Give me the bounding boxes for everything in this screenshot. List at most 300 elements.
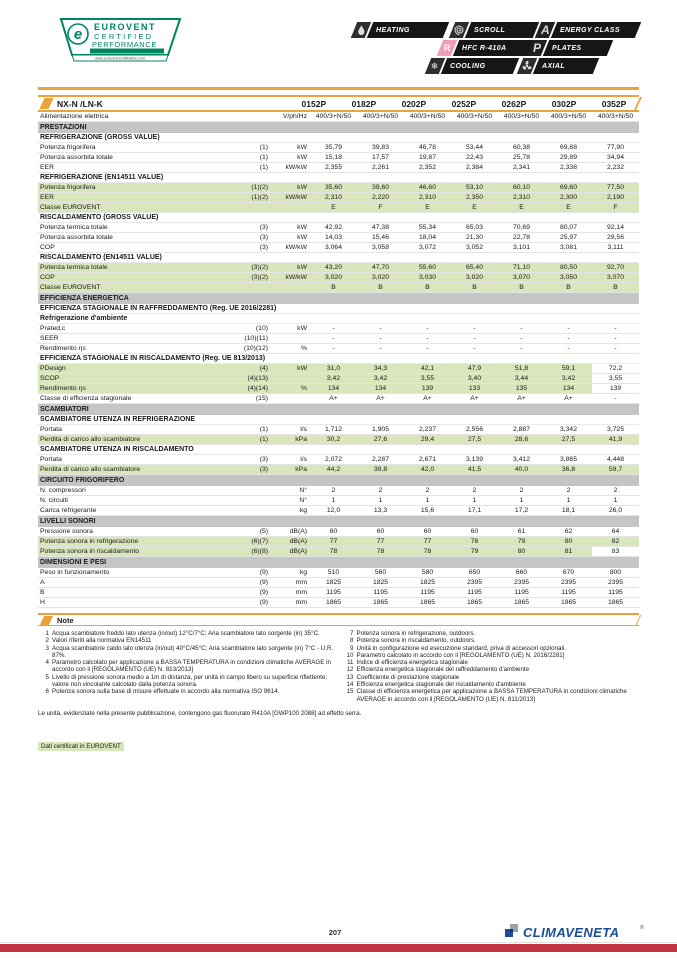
- note-item: [343, 652, 640, 659]
- row-label: Potenza assorbita totale: [40, 154, 113, 161]
- value-cell: 1195: [608, 589, 623, 596]
- row-unit: dB(A): [289, 528, 307, 535]
- value-cell: B: [425, 284, 430, 291]
- note-number: 9: [350, 644, 354, 652]
- badge-energy-class-label: ENERGY CLASS: [560, 26, 620, 34]
- value-cell: 78: [470, 538, 479, 545]
- value-cell: 1: [566, 497, 571, 504]
- value-cell: 15,46: [371, 234, 389, 241]
- value-cell: 78: [329, 548, 338, 555]
- value-cell: 2: [566, 487, 571, 494]
- row-note-ref: (4)(14): [247, 385, 268, 392]
- value-cell: 560: [374, 569, 387, 576]
- value-cell: 12,0: [326, 507, 341, 514]
- note-number: 3: [45, 644, 49, 652]
- note-text: Potenza sonora in riscaldamento, outdoors.: [356, 637, 476, 645]
- snowflake-icon: ❄: [425, 58, 447, 74]
- row-note-ref: (9): [259, 589, 268, 596]
- value-cell: 3,020: [371, 274, 389, 281]
- value-cell: 3,44: [514, 375, 529, 382]
- value-cell: 36,8: [561, 466, 576, 473]
- value-cell: A+: [329, 395, 338, 402]
- value-cell: -: [520, 335, 523, 342]
- value-cell: 13,3: [373, 507, 388, 514]
- row-label: H: [40, 599, 45, 606]
- value-cell: 1195: [467, 589, 482, 596]
- footer-red-stripe: [0, 944, 677, 952]
- note-item: [38, 645, 335, 660]
- value-cell: 134: [562, 385, 575, 392]
- table-row: [38, 547, 639, 557]
- section-band: EFFICIENZA ENERGETICA: [38, 293, 639, 304]
- value-cell: E: [519, 204, 524, 211]
- value-cell: 29,4: [420, 436, 435, 443]
- value-cell: 55,34: [418, 224, 436, 231]
- table-row: [38, 537, 639, 547]
- note-number: 12: [346, 666, 354, 674]
- model-columns: [289, 99, 639, 109]
- value-cell: 53,44: [465, 144, 483, 151]
- badge-axial: [521, 58, 599, 74]
- value-cell: 2: [378, 487, 383, 494]
- climaveneta-wordmark: CLIMAVENETA: [523, 925, 620, 940]
- note-number: 6: [45, 688, 49, 696]
- row-label: PDesign: [40, 365, 66, 372]
- row-label: N. circuiti: [40, 497, 68, 504]
- subsection-row: REFRIGERAZIONE (EN14511 VALUE): [38, 173, 639, 183]
- model-column-header: 0352P: [601, 98, 627, 109]
- value-cell: 41,9: [608, 436, 623, 443]
- row-label: SCOP: [40, 375, 60, 382]
- value-cell: A+: [423, 395, 432, 402]
- letter-a-icon: A: [535, 22, 557, 38]
- value-cell: B: [472, 284, 477, 291]
- value-cell: 15,6: [420, 507, 435, 514]
- row-note-ref: (1): [259, 144, 268, 151]
- value-cell: 2,220: [371, 194, 389, 201]
- value-cell: B: [613, 284, 618, 291]
- value-cell: 78: [376, 548, 385, 555]
- value-cell: 3,42: [561, 375, 576, 382]
- value-cell: 3,072: [418, 244, 436, 251]
- value-cell: 80: [517, 548, 526, 555]
- row-unit: mm: [295, 579, 307, 586]
- value-cell: 1865: [607, 599, 624, 606]
- model-column-header: 0202P: [401, 98, 427, 109]
- row-note-ref: (1)(2): [251, 184, 268, 191]
- value-cell: 400/3+N/50: [315, 113, 352, 120]
- value-cell: -: [379, 325, 382, 332]
- table-row: [38, 527, 639, 537]
- note-item: [38, 630, 335, 637]
- row-note-ref: (1): [259, 426, 268, 433]
- row-unit: dB(A): [289, 538, 307, 545]
- value-cell: 3,55: [592, 374, 639, 383]
- value-cell: -: [473, 345, 476, 352]
- row-label: B: [40, 589, 45, 596]
- value-cell: 2,350: [465, 194, 483, 201]
- row-unit: l/s: [300, 426, 307, 433]
- value-cell: 60: [329, 528, 338, 535]
- row-unit: kW: [297, 325, 307, 332]
- row-note-ref: (15): [255, 395, 268, 402]
- note-number: 2: [45, 637, 49, 645]
- value-cell: 55,60: [418, 264, 436, 271]
- table-row: [38, 324, 639, 334]
- value-cell: 3,070: [512, 274, 530, 281]
- row-unit: kW: [297, 234, 307, 241]
- note-number: 8: [350, 637, 354, 645]
- value-cell: B: [566, 284, 571, 291]
- value-cell: 2,556: [465, 426, 483, 433]
- table-row: [38, 193, 639, 203]
- row-note-ref: (3)(2): [251, 274, 268, 281]
- header-slash-icon: [39, 98, 53, 109]
- value-cell: 82: [611, 538, 620, 545]
- value-cell: 1865: [560, 599, 577, 606]
- value-cell: 1825: [372, 579, 389, 586]
- subsection-row: SCAMBIATORE UTENZA IN REFRIGERAZIONE: [38, 415, 639, 425]
- value-cell: 59,7: [608, 466, 623, 473]
- value-cell: -: [332, 335, 335, 342]
- value-cell: 1825: [325, 579, 342, 586]
- value-cell: 3,342: [559, 426, 577, 433]
- value-cell: -: [520, 325, 523, 332]
- row-unit: kW: [297, 365, 307, 372]
- value-cell: 79: [517, 538, 526, 545]
- note-text: Potenza sonora in refrigerazione, outdoors.: [356, 630, 476, 637]
- note-text: Coefficiente di prestazione stagionale: [356, 673, 460, 681]
- value-cell: -: [614, 325, 617, 332]
- notes-title: Note: [57, 615, 74, 625]
- value-cell: 1195: [561, 589, 576, 596]
- value-cell: 3,101: [512, 244, 530, 251]
- row-note-ref: (6)(8): [251, 548, 268, 555]
- row-label: COP: [40, 274, 55, 281]
- value-cell: A+: [517, 395, 526, 402]
- value-cell: 400/3+N/50: [503, 113, 540, 120]
- value-cell: 17,1: [467, 507, 482, 514]
- value-cell: 42,92: [324, 224, 342, 231]
- row-note-ref: (4): [259, 365, 268, 372]
- model-column-header: 0182P: [351, 98, 377, 109]
- table-row: [38, 425, 639, 435]
- series-title: NX-N /LN-K: [57, 98, 103, 109]
- value-cell: 1195: [420, 589, 435, 596]
- row-label: Peso in funzionamento: [40, 569, 110, 576]
- subsection-row: RISCALDAMENTO (EN14511 VALUE): [38, 253, 639, 263]
- row-label: Alimentazione elettrica: [40, 113, 109, 120]
- note-item: [343, 630, 640, 637]
- value-cell: 400/3+N/50: [550, 113, 587, 120]
- row-label: Rendimento ηs: [40, 345, 86, 352]
- table-row: [38, 506, 639, 516]
- badge-axial-label: AXIAL: [542, 62, 565, 70]
- value-cell: 77,50: [606, 184, 624, 191]
- value-cell: 69,88: [559, 144, 577, 151]
- row-label: Portata: [40, 426, 62, 433]
- eurovent-line1: EUROVENT: [94, 22, 157, 32]
- row-unit: kg: [299, 507, 307, 514]
- notes-column-right: [343, 630, 640, 703]
- value-cell: 60,38: [512, 144, 530, 151]
- axial-fan-icon: [517, 58, 539, 74]
- row-label: Classe EUROVENT: [40, 284, 101, 291]
- value-cell: 60: [470, 528, 479, 535]
- value-cell: 580: [421, 569, 434, 576]
- table-row: [38, 183, 639, 193]
- table-header: [38, 95, 639, 112]
- value-cell: 27,6: [373, 436, 388, 443]
- value-cell: 1: [425, 497, 430, 504]
- row-note-ref: (3): [259, 234, 268, 241]
- value-cell: A+: [470, 395, 479, 402]
- value-cell: 18,04: [418, 234, 436, 241]
- eurovent-line3: PERFORMANCE: [92, 40, 157, 49]
- row-note-ref: (1)(2): [251, 194, 268, 201]
- table-row: [38, 223, 639, 233]
- value-cell: E: [425, 204, 430, 211]
- row-note-ref: (6)(7): [251, 538, 268, 545]
- row-label: Classe EUROVENT: [40, 204, 101, 211]
- value-cell: 2,287: [371, 456, 389, 463]
- value-cell: 1865: [466, 599, 483, 606]
- value-cell: 65,40: [465, 264, 483, 271]
- row-unit: N°: [299, 487, 307, 494]
- value-cell: 3,020: [465, 274, 483, 281]
- value-cell: F: [378, 204, 383, 211]
- value-cell: 400/3+N/50: [597, 113, 634, 120]
- value-cell: 3,725: [606, 426, 624, 433]
- note-text: Classe di efficienza energetica per applicazione a BASSA TEMPERATURA in condizioni climatiche AVERAGE in accordo con il [REGOLAMENTO (UE) N. 811/2013]: [356, 688, 627, 703]
- value-cell: 2,671: [418, 456, 436, 463]
- note-text: Unità in configurazione ed esecuzione standard, priva di accessori opzionali.: [356, 644, 566, 652]
- table-row: [38, 578, 639, 588]
- row-note-ref: (1): [259, 154, 268, 161]
- value-cell: 2395: [466, 579, 483, 586]
- eurovent-line2: CERTIFIED: [94, 32, 154, 41]
- value-cell: 400/3+N/50: [362, 113, 399, 120]
- row-unit: l/s: [300, 456, 307, 463]
- row-unit: kPa: [295, 466, 307, 473]
- value-cell: 47,9: [467, 365, 482, 372]
- value-cell: 44,2: [326, 466, 341, 473]
- value-cell: 2: [472, 487, 477, 494]
- subsection-row: REFRIGERAZIONE (GROSS VALUE): [38, 133, 639, 143]
- value-cell: B: [331, 284, 336, 291]
- value-cell: -: [426, 345, 429, 352]
- value-cell: 4,448: [606, 456, 624, 463]
- row-unit: V/ph/Hz: [282, 113, 307, 120]
- row-label: Classe di efficienza stagionale: [40, 395, 132, 402]
- value-cell: 78: [423, 548, 432, 555]
- value-cell: 1865: [325, 599, 342, 606]
- row-unit: kW/kW: [285, 194, 307, 201]
- value-cell: 64: [611, 528, 620, 535]
- note-item: [38, 637, 335, 644]
- value-cell: 41,5: [467, 466, 482, 473]
- row-note-ref: (4)(13): [247, 375, 268, 382]
- value-cell: 80: [564, 538, 573, 545]
- value-cell: 77,90: [606, 144, 624, 151]
- value-cell: 2395: [513, 579, 530, 586]
- eurovent-logo: [52, 18, 182, 69]
- value-cell: -: [614, 395, 617, 402]
- note-text: Parametro calcolato in accordo con il [REGOLAMENTO (UE) N. 2016/2281]: [356, 651, 565, 659]
- row-label: N. compressori: [40, 487, 86, 494]
- value-cell: -: [332, 345, 335, 352]
- value-cell: 40,0: [514, 466, 529, 473]
- eurovent-logo-graphic: [52, 18, 182, 64]
- row-note-ref: (9): [259, 579, 268, 586]
- table-row: [38, 374, 639, 384]
- value-cell: 81: [564, 548, 573, 555]
- model-column-header: 0152P: [301, 98, 327, 109]
- section-band: CIRCUITO FRIGORIFERO: [38, 475, 639, 486]
- note-text: Efficienza energetica stagionale del raffreddamento d'ambiente: [356, 666, 530, 674]
- row-unit: mm: [295, 599, 307, 606]
- value-cell: 2,341: [512, 164, 530, 171]
- row-label: EER: [40, 194, 54, 201]
- value-cell: 139: [592, 384, 639, 393]
- value-cell: 77: [423, 538, 432, 545]
- value-cell: 29,56: [606, 234, 624, 241]
- value-cell: 133: [468, 385, 481, 392]
- note-item: [343, 688, 640, 703]
- value-cell: 80,50: [559, 264, 577, 271]
- value-cell: 1825: [419, 579, 436, 586]
- eurovent-e-mark: e: [73, 26, 83, 43]
- model-column-header: 0302P: [551, 98, 577, 109]
- badge-cooling: [429, 58, 519, 74]
- value-cell: 53,10: [465, 184, 483, 191]
- value-cell: -: [426, 335, 429, 342]
- value-cell: 17,2: [514, 507, 529, 514]
- value-cell: 650: [468, 569, 481, 576]
- value-cell: 2: [425, 487, 430, 494]
- value-cell: 72,2: [592, 364, 639, 373]
- badge-cooling-label: COOLING: [450, 62, 486, 70]
- value-cell: 1865: [513, 599, 530, 606]
- badge-scroll-label: SCROLL: [474, 26, 506, 34]
- value-cell: 3,42: [326, 375, 341, 382]
- value-cell: -: [426, 325, 429, 332]
- badge-plates-label: PLATES: [552, 44, 582, 52]
- value-cell: B: [519, 284, 524, 291]
- table-row: [38, 163, 639, 173]
- page-number: 207: [328, 928, 342, 937]
- value-cell: 2,352: [418, 164, 436, 171]
- value-cell: -: [379, 345, 382, 352]
- value-cell: 3,55: [420, 375, 435, 382]
- value-cell: 2,355: [324, 164, 342, 171]
- table-row: [38, 364, 639, 374]
- value-cell: 3,865: [559, 456, 577, 463]
- value-cell: 134: [374, 385, 387, 392]
- registered-mark: ®: [640, 925, 644, 931]
- value-cell: 22,78: [512, 234, 530, 241]
- table-row: [38, 243, 639, 253]
- value-cell: 1,905: [371, 426, 389, 433]
- table-row: [38, 486, 639, 496]
- row-unit: dB(A): [289, 548, 307, 555]
- value-cell: 51,8: [514, 365, 529, 372]
- value-cell: 15,18: [324, 154, 342, 161]
- notes-header: [38, 613, 639, 626]
- spec-table: [38, 95, 639, 608]
- value-cell: 2: [519, 487, 524, 494]
- row-label: Pressione sonora: [40, 528, 93, 535]
- footer-hairline: [0, 942, 677, 943]
- value-cell: 77: [376, 538, 385, 545]
- note-number: 13: [346, 673, 354, 681]
- table-row: [38, 344, 639, 354]
- row-label: Potenza assorbita totale: [40, 234, 113, 241]
- value-cell: 1195: [326, 589, 341, 596]
- row-note-ref: (9): [259, 599, 268, 606]
- value-cell: 59,1: [561, 365, 576, 372]
- value-cell: 30,2: [326, 436, 341, 443]
- note-text: Potenza sonora sulla base di misure effettuate in accordo alla normativa ISO 9614.: [52, 688, 280, 696]
- table-row: [38, 384, 639, 394]
- value-cell: 60,10: [512, 184, 530, 191]
- row-unit: kW: [297, 144, 307, 151]
- row-note-ref: (1): [259, 164, 268, 171]
- value-cell: -: [567, 345, 570, 352]
- value-cell: 3,111: [607, 244, 624, 251]
- table-row: [38, 568, 639, 578]
- row-label: Potenza termica totale: [40, 264, 108, 271]
- value-cell: 2,072: [324, 456, 342, 463]
- value-cell: 35,79: [324, 144, 342, 151]
- note-item: [38, 659, 335, 674]
- value-cell: -: [332, 325, 335, 332]
- value-cell: 3,40: [467, 375, 482, 382]
- value-cell: F: [613, 204, 618, 211]
- row-unit: kPa: [295, 436, 307, 443]
- value-cell: 22,43: [465, 154, 483, 161]
- value-cell: 39,60: [371, 184, 389, 191]
- subsection-row: Refrigerazione d'ambiente: [38, 314, 639, 324]
- row-unit: %: [300, 385, 307, 392]
- value-cell: 2,310: [418, 194, 436, 201]
- table-row: [38, 435, 639, 445]
- section-band: PRESTAZIONI: [38, 122, 639, 133]
- row-label: Potenza sonora in refrigerazione: [40, 538, 139, 545]
- table-row: [38, 143, 639, 153]
- value-cell: 3,020: [324, 274, 342, 281]
- value-cell: A+: [376, 395, 385, 402]
- badge-scroll: [453, 22, 539, 38]
- note-text: Indice di efficienza energetica stagionale: [356, 659, 468, 667]
- row-label: SEER: [40, 335, 59, 342]
- value-cell: 2,384: [465, 164, 483, 171]
- value-cell: 1,712: [324, 426, 342, 433]
- value-cell: 92,70: [606, 264, 624, 271]
- value-cell: E: [566, 204, 571, 211]
- value-cell: 134: [327, 385, 340, 392]
- table-row: [38, 112, 639, 122]
- value-cell: -: [567, 325, 570, 332]
- table-row: [38, 465, 639, 475]
- value-cell: E: [472, 204, 477, 211]
- table-row: [38, 394, 639, 404]
- value-cell: 28,6: [514, 436, 529, 443]
- value-cell: 65,03: [465, 224, 483, 231]
- note-item: [343, 645, 640, 652]
- value-cell: 2,300: [559, 194, 577, 201]
- value-cell: 2395: [560, 579, 577, 586]
